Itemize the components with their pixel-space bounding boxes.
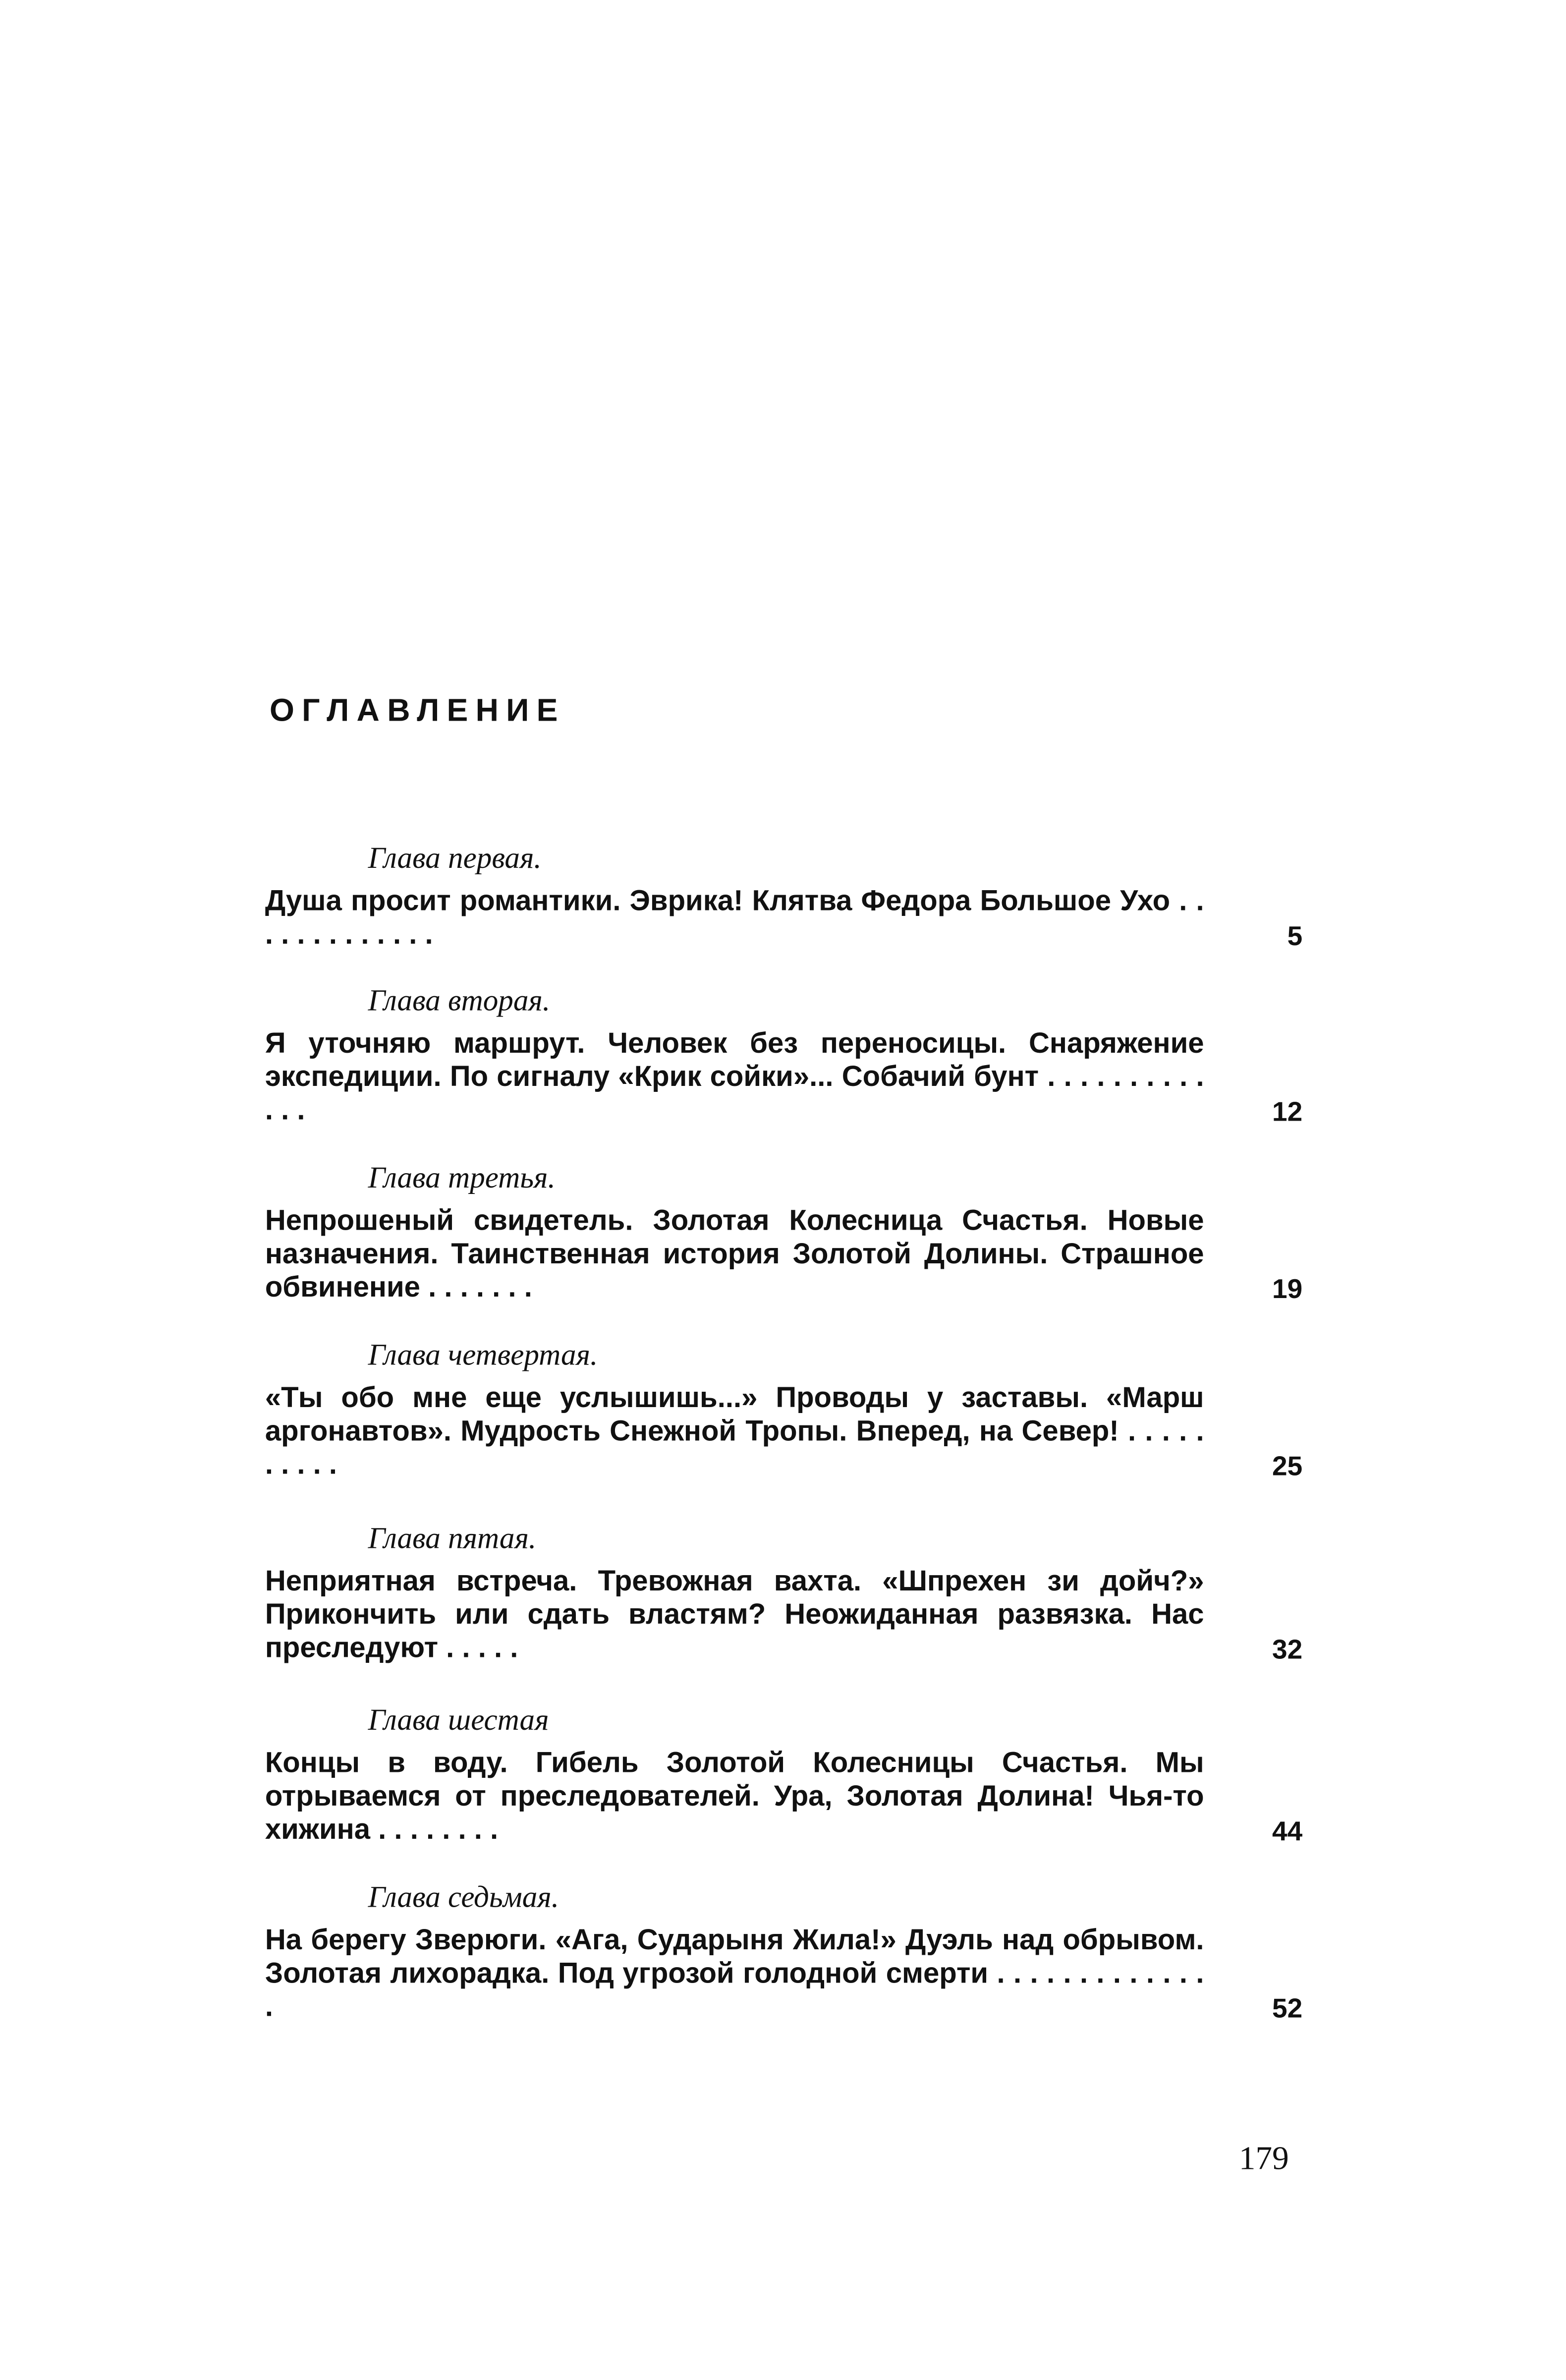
- chapter-title: Глава шестая: [368, 1704, 549, 1738]
- chapter-summary: Концы в воду. Гибель Золотой Колесницы Счастья. Мы отрываемся от преследователей. Ура, Золотая Долина! Чья-то хижина . . . . . . . .: [265, 1748, 1204, 1847]
- page-number: 25: [1272, 1451, 1303, 1481]
- toc-entry: [265, 1522, 1302, 1666]
- toc-entry: [265, 1339, 1302, 1483]
- toc-entry: [265, 1162, 1302, 1305]
- chapter-title: Глава пятая.: [368, 1522, 537, 1556]
- page-number: 52: [1272, 1993, 1303, 2024]
- chapter-title: Глава седьмая.: [368, 1881, 559, 1915]
- page-number: 19: [1272, 1274, 1303, 1304]
- page-number: 32: [1272, 1634, 1303, 1665]
- chapter-summary: Душа просит романтики. Эврика! Клятва Федора Большое Ухо . . . . . . . . . . . . .: [265, 886, 1204, 952]
- chapter-summary: Я уточняю маршрут. Человек без переносицы. Снаряжение экспедиции. По сигналу «Крик сойки»... Собачий бунт . . . . . . . . . . . . .: [265, 1028, 1204, 1127]
- toc-entry: [265, 1881, 1302, 2025]
- page-number: 5: [1287, 921, 1303, 952]
- chapter-title: Глава первая.: [368, 842, 542, 876]
- page-number: 12: [1272, 1096, 1303, 1127]
- toc-entry: [265, 1704, 1302, 1848]
- toc-entry: [265, 842, 1302, 953]
- chapter-title: Глава четвертая.: [368, 1339, 598, 1372]
- chapter-summary: Непрошеный свидетель. Золотая Колесница Счастья. Новые назначения. Таинственная история Золотой Долины. Страшное обвинение . . . . . . .: [265, 1205, 1204, 1304]
- folio-page-number: 179: [1238, 2139, 1289, 2177]
- chapter-summary: На берегу Зверюги. «Ага, Сударыня Жила!» Дуэль над обрывом. Золотая лихорадка. Под угрозой голодной смерти . . . . . . . . . . . . . .: [265, 1925, 1204, 2024]
- chapter-title: Глава третья.: [368, 1162, 556, 1195]
- chapter-summary: «Ты обо мне еще услышишь...» Проводы у заставы. «Марш аргонавтов». Мудрость Снежной Тропы. Вперед, на Север! . . . . . . . . . .: [265, 1383, 1204, 1481]
- toc-heading: ОГЛАВЛЕНИЕ: [269, 693, 565, 729]
- chapter-title: Глава вторая.: [368, 984, 551, 1018]
- page-number: 44: [1272, 1816, 1303, 1847]
- toc-entry: [265, 984, 1302, 1128]
- chapter-summary: Неприятная встреча. Тревожная вахта. «Шпрехен зи дойч?» Прикончить или сдать властям? Неожиданная развязка. Нас преследуют . . . . .: [265, 1566, 1204, 1665]
